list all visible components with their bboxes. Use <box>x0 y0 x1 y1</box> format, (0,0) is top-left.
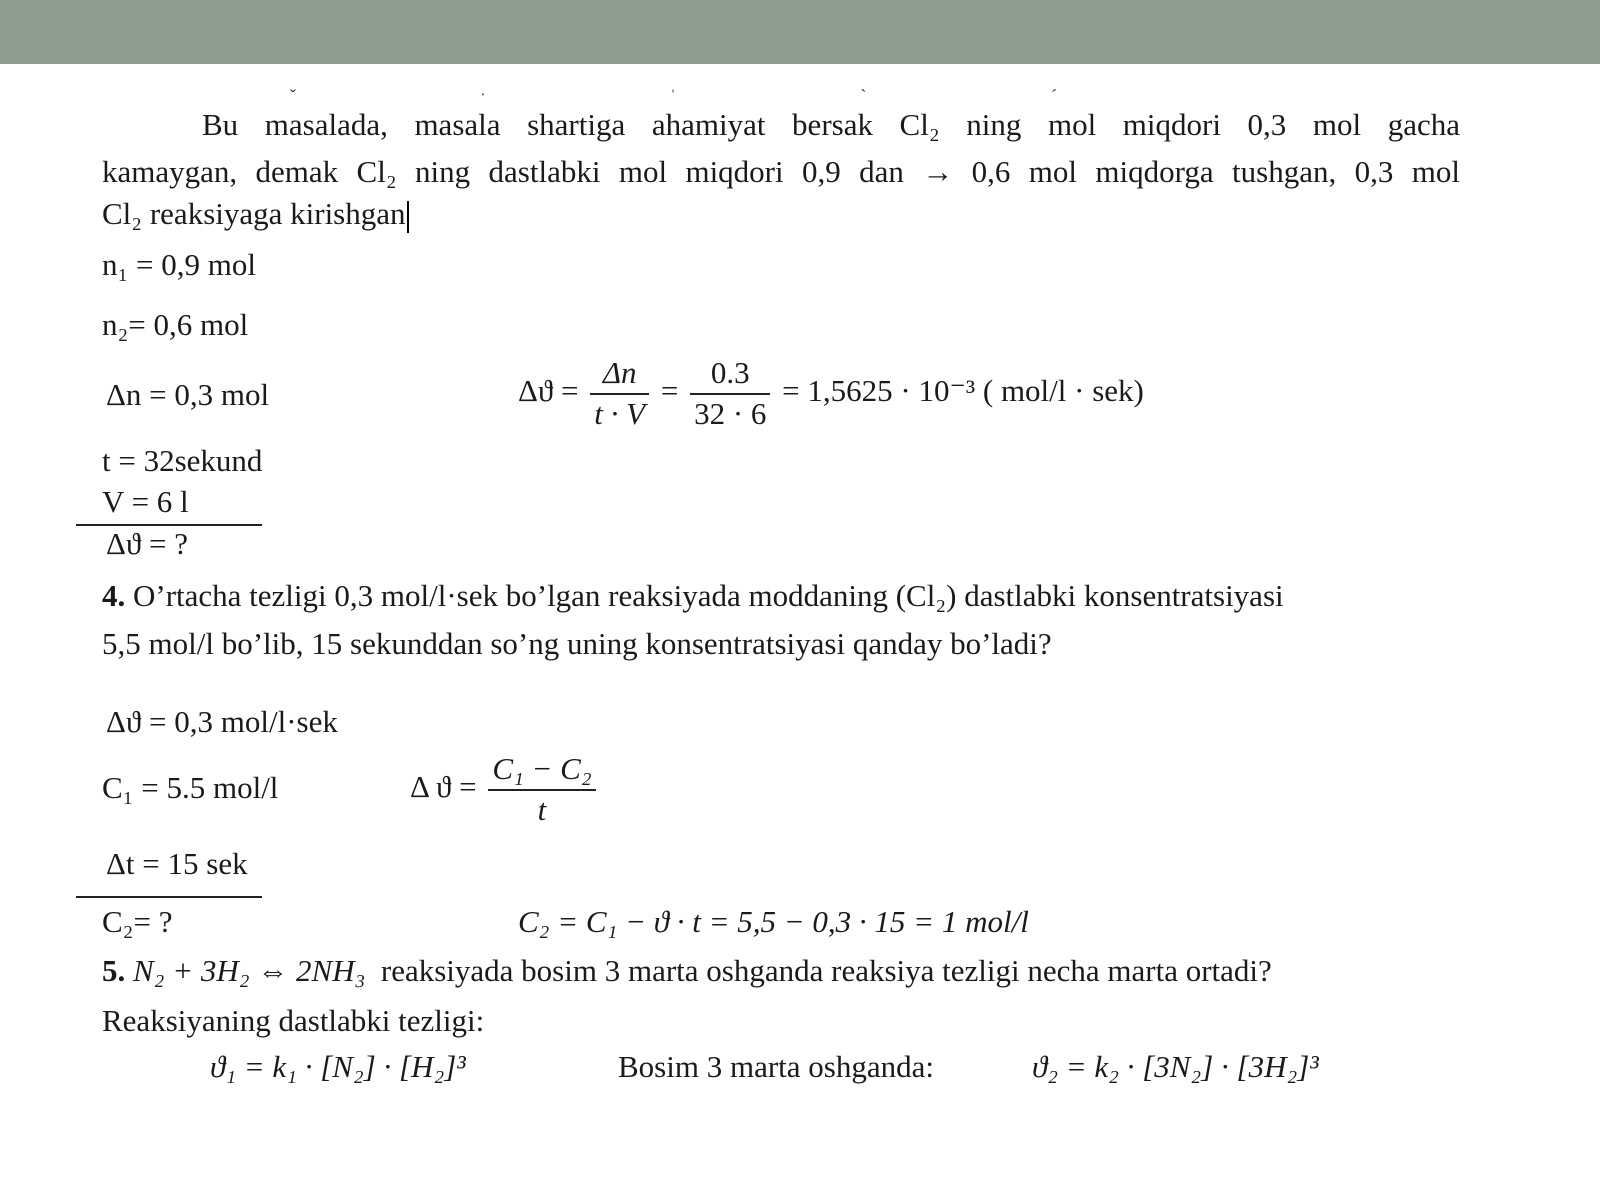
formula-lhs: Δ ϑ = <box>410 768 477 804</box>
fraction-denominator: t <box>537 791 547 827</box>
unknown-c2: C₂= ? <box>102 904 173 939</box>
formula-lhs: Δϑ = <box>518 372 579 408</box>
reaction-equation: N₂ + 3H₂ ⇔ 2NH₃ <box>133 953 366 988</box>
rate-formula-4 <box>410 750 600 830</box>
cropped-text-fragment: ˇ ˑ ˈ ˋ ˊ <box>290 86 1147 106</box>
given-n1: n₁ = 0,9 mol <box>102 247 257 282</box>
problem-5-number: 5. <box>102 953 126 988</box>
given-delta-t: Δt = 15 sek <box>106 846 248 881</box>
given-n2: n₂= 0,6 mol <box>102 307 249 342</box>
initial-rate-expression: ϑ₁ = k₁ · [N₂] · [H₂]³ <box>210 1049 466 1084</box>
slide-header-bar <box>0 0 1600 64</box>
problem-4-line-1 <box>102 580 1284 611</box>
equals-sign: = <box>660 372 679 408</box>
problem-4-number: 4. <box>102 578 126 613</box>
fraction-c1-minus-c2-over-t <box>488 750 595 830</box>
solution-c2: C₂ = C₁ − ϑ · t = 5,5 − 0,3 · 15 = 1 mol/l <box>518 904 1029 939</box>
paragraph-line-2: kamaygan, demak Cl₂ ning dastlabki mol miqdori 0,9 dan → 0,6 mol miqdorga tushgan, 0,3 mol <box>102 154 1460 189</box>
given-avg-rate: Δϑ = 0,3 mol/l·sek <box>106 704 338 739</box>
text-cursor <box>407 201 409 233</box>
problem-4-text: O’rtacha tezligi 0,3 mol/l·sek bo’lgan reaksiyada moddaning (Cl₂) dastlabki konsentratsiyasi <box>133 578 1284 613</box>
fraction-denominator: 32 · 6 <box>694 395 767 431</box>
fraction-numerator: Δn <box>590 354 649 395</box>
fraction-numerator: C₁ − C₂ <box>488 750 595 791</box>
problem-5-line-1 <box>102 955 1272 986</box>
paragraph-line-3 <box>102 198 409 233</box>
given-c1: C₁ = 5.5 mol/l <box>102 770 279 805</box>
given-time: t = 32sekund <box>102 443 263 478</box>
new-rate-expression: ϑ₂ = k₂ · [3N₂] · [3H₂]³ <box>1032 1049 1319 1084</box>
unknown-rate-1: Δϑ = ? <box>106 526 189 561</box>
paragraph-line-3-text: Cl₂ reaksiyaga kirishgan <box>102 196 406 231</box>
fraction-delta-n-over-tv <box>590 354 649 434</box>
given-volume: V = 6 l <box>102 484 189 519</box>
paragraph-line-1: Bu masalada, masala shartiga ahamiyat bersak Cl₂ ning mol miqdori 0,3 mol gacha <box>202 107 1460 142</box>
formula-result: = 1,5625 · 10⁻³ ( mol/l · sek) <box>782 372 1144 408</box>
fraction-denominator: t · V <box>594 395 646 431</box>
fraction-numeric <box>690 354 770 434</box>
problem-5-intro: Reaksiyaning dastlabki tezligi: <box>102 1003 485 1038</box>
problem-4-line-2: 5,5 mol/l bo’lib, 15 sekunddan so’ng uning konsentratsiyasi qanday bo’ladi? <box>102 626 1052 661</box>
problem-5-question: reaksiyada bosim 3 marta oshganda reaksiya tezligi necha marta ortadi? <box>380 953 1272 988</box>
given-delta-n: Δn = 0,3 mol <box>106 377 270 412</box>
fraction-numerator: 0.3 <box>690 354 770 395</box>
pressure-label: Bosim 3 marta oshganda: <box>618 1049 934 1084</box>
given-divider-2 <box>76 896 262 898</box>
rate-formula-1 <box>518 354 1144 434</box>
